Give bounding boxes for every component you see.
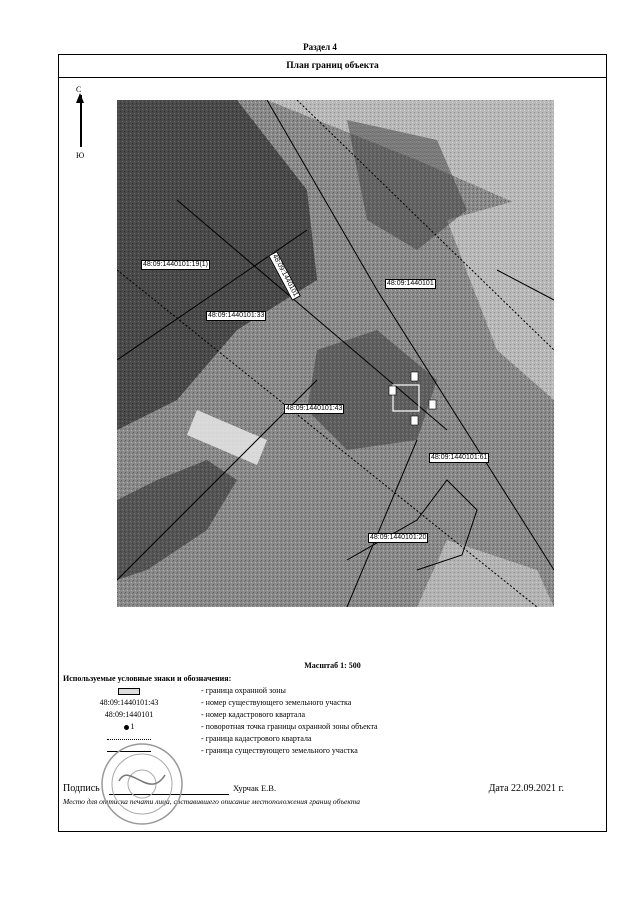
date-label: Дата 22.09.2021 г. xyxy=(488,783,564,794)
signer-name: Хурчак Е.В. xyxy=(233,783,277,793)
north-label: С xyxy=(76,85,82,94)
south-label: Ю xyxy=(76,151,85,160)
dotted-line-icon xyxy=(107,739,151,740)
parcel-label: 48:09:1440101:43 xyxy=(286,405,343,412)
parcel-label: 48:09:1440101:33 xyxy=(208,312,265,319)
section-title: Раздел 4 xyxy=(303,42,337,52)
aerial-map xyxy=(117,100,554,607)
signature-label: Подпись xyxy=(63,783,100,794)
zone-symbol-icon xyxy=(118,688,140,695)
plan-title: План границ объекта xyxy=(59,55,606,78)
plan-frame: План границ объекта С Ю 48:09:1440101:19(1) 48:09:1440101:33 48:09:1440101:43 48:09:1440101:20 48:09:1440101:61 48:09:1440101 48:09:1440101 Масштаб 1: 500 Используемые условные знаки и обозначения: - граница охранной зоны 48:09:1440101:43 - номер существующего земельного участка 48:09:1440101 - номер кадастрового квартала 1 - поворотная точка границы охранной зоны объекта - граница кадастрового квартала - граница существующего земельного участка Подпись Хурчак Е.В. Дата 22.09.2021 г. Место для оттиска печати лица, составившего описание местоположения границ объекта xyxy=(58,54,607,832)
quarter-label: 48:09:1440101 xyxy=(268,251,301,300)
parcel-label: 48:09:1440101:19(1) xyxy=(143,261,208,268)
parcel-label: 48:09:1440101:20 xyxy=(370,534,427,541)
quarter-label: 48:09:1440101 xyxy=(387,280,434,287)
seal-stamp-icon xyxy=(99,741,185,827)
north-arrow-shaft xyxy=(80,95,82,147)
scale-label: Масштаб 1: 500 xyxy=(304,661,361,670)
point-dot-icon xyxy=(124,725,129,730)
stamp-caption: Место для оттиска печати лица, составившего описание местоположения границ объекта xyxy=(63,797,361,806)
legend-title: Используемые условные знаки и обозначения: xyxy=(63,674,232,683)
north-arrow xyxy=(73,85,93,165)
parcel-label: 48:09:1440101:61 xyxy=(431,454,488,461)
